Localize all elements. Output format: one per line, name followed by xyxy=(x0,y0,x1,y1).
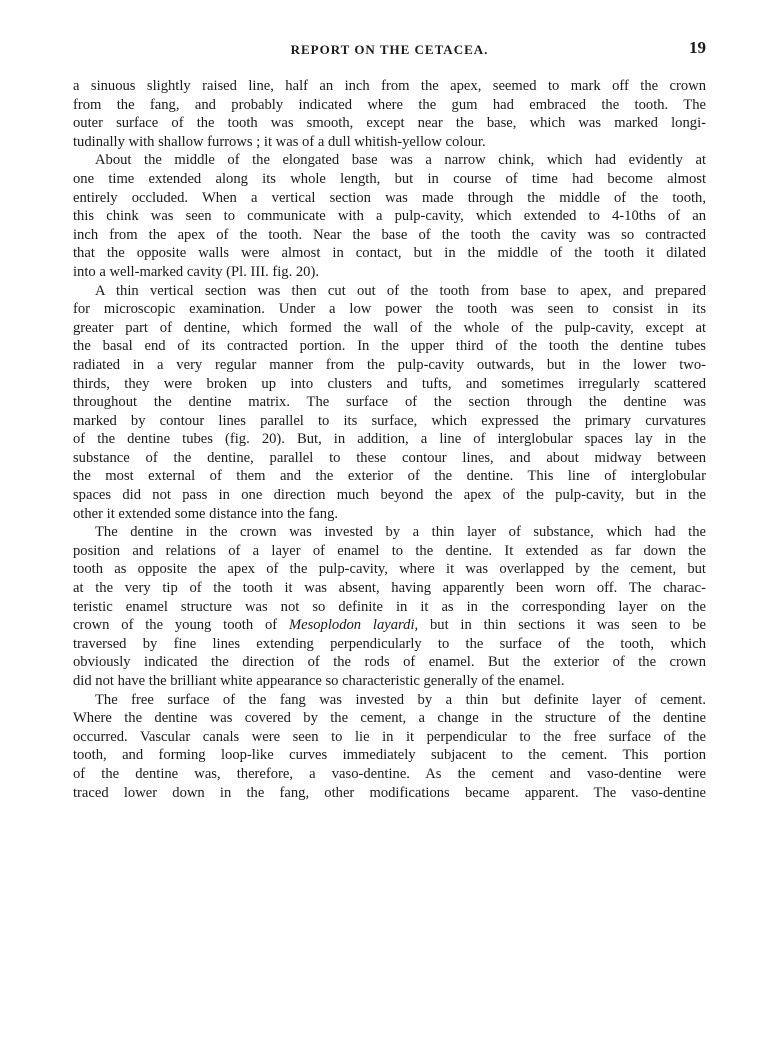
text-line: thirds, they were broken up into clusters and tufts, and sometimes irregularly scattered xyxy=(73,375,706,392)
running-header xyxy=(73,36,706,62)
text-line: spaces did not pass in one direction much beyond the apex of the pulp-cavity, but in the xyxy=(73,487,706,504)
text-line: inch from the apex of the tooth. Near the base of the tooth the cavity was so contracted xyxy=(73,226,706,243)
text-line: throughout the dentine matrix. The surface of the section through the dentine was xyxy=(73,394,706,411)
text-line: one time extended along its whole length, but in course of time had become almost xyxy=(73,170,706,187)
text-line: The free surface of the fang was invested by a thin but definite layer of cement. xyxy=(95,691,706,708)
paragraph-1 xyxy=(73,77,706,151)
document-page xyxy=(73,36,706,802)
text-line: traced lower down in the fang, other modifications became apparent. The vaso-dentine xyxy=(73,784,706,801)
text-line: traversed by fine lines extending perpendicularly to the surface of the tooth, which xyxy=(73,635,706,652)
body-text xyxy=(73,77,706,802)
text-line-with-species xyxy=(73,616,706,635)
text-line: the basal end of its contracted portion. In the upper third of the tooth the dentine tubes xyxy=(73,338,706,355)
text-line: obviously indicated the direction of the rods of enamel. But the exterior of the crown xyxy=(73,654,706,671)
text-fragment: crown of the young tooth of xyxy=(73,617,289,634)
paragraph-3 xyxy=(73,282,706,524)
text-line: the most external of them and the exterior of the dentine. This line of interglobular xyxy=(73,468,706,485)
text-line: did not have the brilliant white appearance so characteristic generally of the enamel. xyxy=(73,673,565,689)
text-line: from the fang, and probably indicated where the gum had embraced the tooth. The xyxy=(73,96,706,113)
text-line: into a well-marked cavity (Pl. III. fig. 20). xyxy=(73,263,319,280)
text-line: for microscopic examination. Under a low power the tooth was seen to consist in its xyxy=(73,301,706,318)
species-name: Mesoplodon layardi, xyxy=(288,617,419,634)
text-line: teristic enamel structure was not so definite in it as in the corresponding layer on the xyxy=(73,598,706,615)
text-line: tooth, and forming loop-like curves immediately subjacent to the cement. This portion xyxy=(73,747,706,764)
text-line: A thin vertical section was then cut out of the tooth from base to apex, and prepared xyxy=(95,282,706,299)
paragraph-2 xyxy=(73,151,706,281)
text-line: of the dentine was, therefore, a vaso-dentine. As the cement and vaso-dentine were xyxy=(73,765,706,782)
text-line: outer surface of the tooth was smooth, except near the base, which was marked longi- xyxy=(73,115,706,132)
running-title: REPORT ON THE CETACEA. xyxy=(290,42,489,57)
text-line: that the opposite walls were almost in contact, but in the middle of the tooth it dilated xyxy=(73,245,706,262)
text-line: radiated in a very regular manner from the pulp-cavity outwards, but in the lower two- xyxy=(73,356,706,373)
text-line: About the middle of the elongated base was a narrow chink, which had evidently at xyxy=(95,152,706,169)
text-line: occurred. Vascular canals were seen to lie in it perpendicular to the free surface of the xyxy=(73,728,706,745)
page-number: 19 xyxy=(689,38,706,57)
paragraph-5 xyxy=(73,691,706,803)
text-line: The dentine in the crown was invested by a thin layer of substance, which had the xyxy=(95,524,706,541)
text-fragment: but in thin sections it was seen to be xyxy=(429,617,706,634)
text-line: at the very tip of the tooth it was absent, having apparently been worn off. The charac- xyxy=(73,580,706,597)
text-line: entirely occluded. When a vertical section was made through the middle of the tooth, xyxy=(73,189,706,206)
text-line: a sinuous slightly raised line, half an inch from the apex, seemed to mark off the crown xyxy=(73,78,706,94)
text-line: other it extended some distance into the fang. xyxy=(73,505,339,522)
text-line: substance of the dentine, parallel to these contour lines, and about midway between xyxy=(73,449,706,466)
text-line: Where the dentine was covered by the cement, a change in the structure of the dentine xyxy=(73,710,706,727)
text-line: of the dentine tubes (fig. 20). But, in addition, a line of interglobular spaces lay in the xyxy=(73,431,706,448)
text-line: tudinally with shallow furrows ; it was of a dull whitish-yellow colour. xyxy=(73,133,486,150)
paragraph-4 xyxy=(73,523,706,690)
text-line: position and relations of a layer of enamel to the dentine. It extended as far down the xyxy=(73,542,706,559)
text-line: marked by contour lines parallel to its surface, which expressed the primary curvatures xyxy=(73,412,706,429)
text-line: tooth as opposite the apex of the pulp-cavity, where it was overlapped by the cement, but xyxy=(73,561,706,578)
text-line: greater part of dentine, which formed the wall of the whole of the pulp-cavity, except at xyxy=(73,319,706,336)
text-line: this chink was seen to communicate with a pulp-cavity, which extended to 4-10ths of an xyxy=(73,208,706,225)
